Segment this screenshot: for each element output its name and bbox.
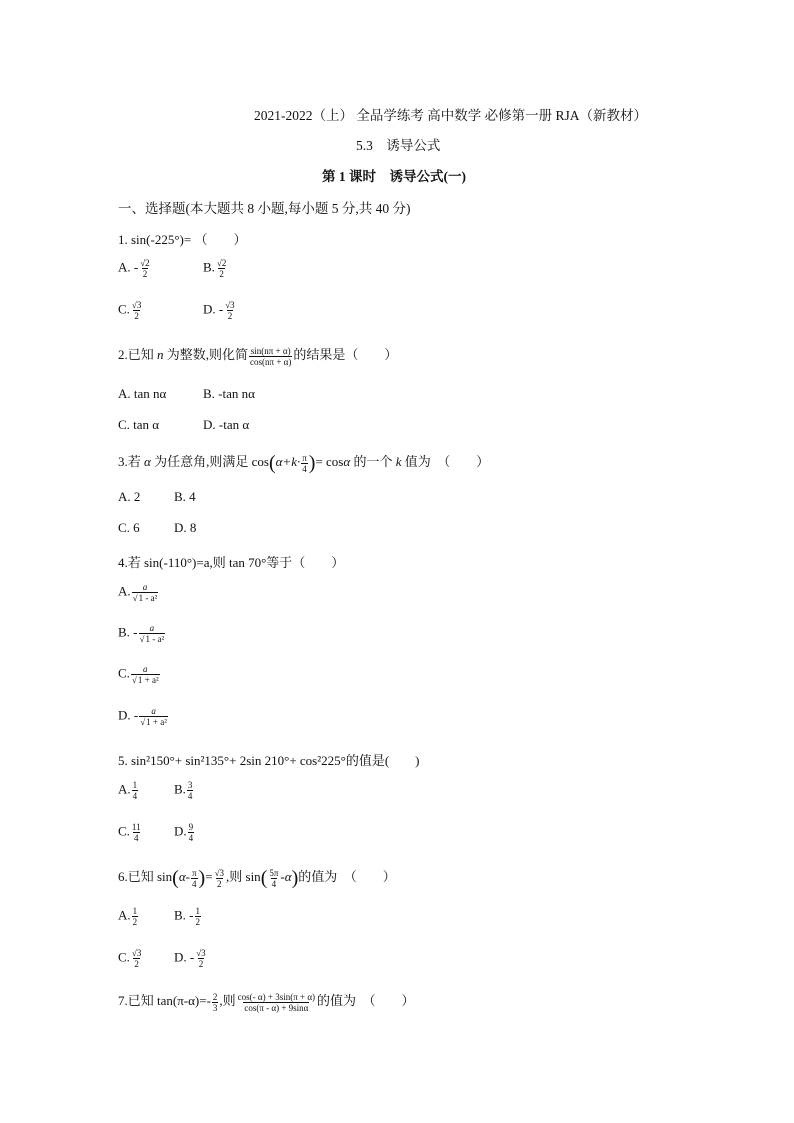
q1-option-a: A. - $\frac{√2}{2}$ bbox=[118, 258, 150, 279]
q5-option-d: D. $\frac{9}{4}$ bbox=[174, 822, 194, 843]
question-5: 5. sin²150°+ sin²135°+ 2sin 210°+ cos²225°的值是( ) bbox=[118, 753, 420, 768]
q3-option-b: B. 4 bbox=[174, 489, 196, 504]
question-2: 2.已知 n 为整数,则化简 $\frac{\sin(n\pi + \alpha)}{\cos(n\pi + \alpha)}$ 的结果是（ ） bbox=[118, 345, 398, 367]
question-4: 4.若 sin(-110°)=a,则 tan 70°等于（ ） bbox=[118, 555, 345, 570]
q4-option-b: B. - $\frac{a}{\text{√1 - a²}}$ bbox=[118, 623, 165, 644]
question-6: 6.已知 sin(α- $\frac{\pi}{4}$ )= $\frac{√3}{2}$ ,则 sin( $\frac{5\pi}{4}$ -α)的值为 （ ） bbox=[118, 867, 396, 890]
section-title: 5.3 诱导公式 bbox=[356, 138, 441, 153]
q1-option-c: C. $\frac{√3}{2}$ bbox=[118, 300, 142, 321]
question-3: 3.若 α 为任意角,则满足 cos(α+k· $\frac{\pi}{4}$ )= cosα 的一个 k 值为 （ ） bbox=[118, 452, 490, 475]
q6-option-a: A. $\frac{1}{2}$ bbox=[118, 906, 138, 927]
document-header: 2021-2022（上） 全品学练考 高中数学 必修第一册 RJA（新教材） bbox=[254, 108, 648, 123]
q4-option-a: A. $\frac{a}{\text{√1 - a²}}$ bbox=[118, 582, 158, 603]
q6-option-b: B. - $\frac{1}{2}$ bbox=[174, 906, 200, 927]
q5-option-a: A. $\frac{1}{4}$ bbox=[118, 780, 138, 801]
q3-option-d: D. 8 bbox=[174, 520, 197, 535]
lesson-title: 第 1 课时 诱导公式(一) bbox=[322, 169, 466, 184]
q1-option-d: D. - $\frac{√3}{2}$ bbox=[203, 300, 235, 321]
q2-option-a: A. tan nα bbox=[118, 386, 167, 401]
q5-option-c: C. $\frac{11}{4}$ bbox=[118, 822, 141, 843]
q6-option-c: C. $\frac{√3}{2}$ bbox=[118, 948, 142, 969]
q2-option-d: D. -tan α bbox=[203, 417, 250, 432]
q5-option-b: B. $\frac{3}{4}$ bbox=[174, 780, 193, 801]
part-heading: 一、选择题(本大题共 8 小题,每小题 5 分,共 40 分) bbox=[118, 201, 411, 216]
question-1: 1. sin(-225°)= （ ） bbox=[118, 232, 247, 247]
q4-option-c: C. $\frac{a}{\text{√1 + a²}}$ bbox=[118, 664, 159, 685]
q6-option-d: D. - $\frac{√3}{2}$ bbox=[174, 948, 206, 969]
q3-option-a: A. 2 bbox=[118, 489, 141, 504]
q2-option-b: B. -tan nα bbox=[203, 386, 255, 401]
question-7: 7.已知 tan(π-α)=- $\frac{2}{3}$ ,则 $\frac{\cos(- \alpha) + 3\sin(\pi + \alpha)}{\cos(\pi - \alpha) + 9\sin\alpha}$ 的值为 （ ） bbox=[118, 991, 415, 1013]
q3-option-c: C. 6 bbox=[118, 520, 140, 535]
q4-option-d: D. - $\frac{a}{\text{√1 + a²}}$ bbox=[118, 706, 167, 727]
q1-option-b: B. $\frac{√2}{2}$ bbox=[203, 258, 227, 279]
q2-option-c: C. tan α bbox=[118, 417, 160, 432]
